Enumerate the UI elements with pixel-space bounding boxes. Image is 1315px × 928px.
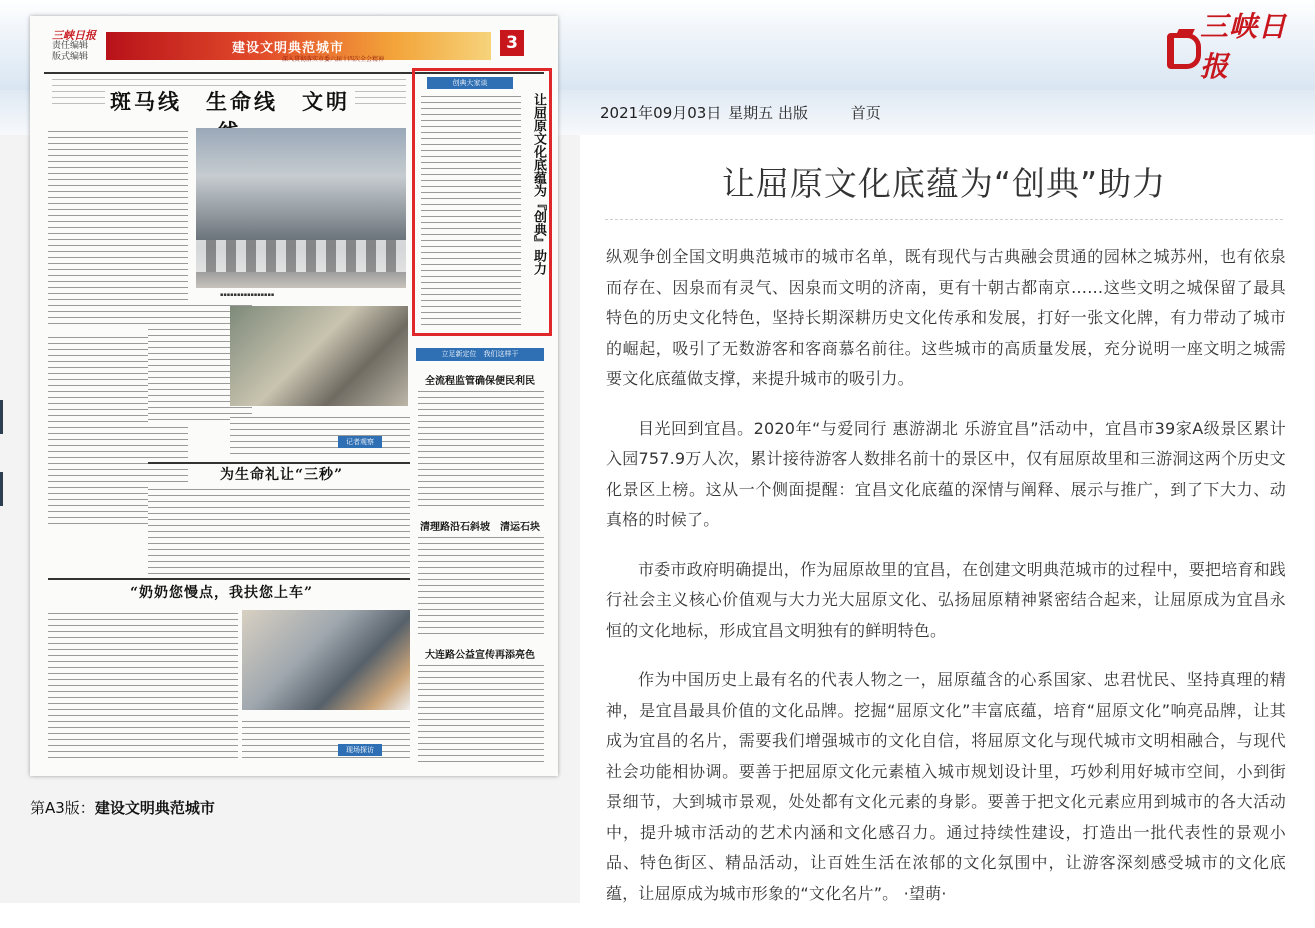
side-scroll-mark <box>0 472 3 506</box>
publish-date: 2021年09月03日 <box>600 104 722 122</box>
logo-mark-icon <box>1165 27 1194 63</box>
edition-name: 建设文明典范城市 <box>94 799 215 817</box>
elderly-photo <box>242 610 410 710</box>
page-number: 3 <box>500 30 524 56</box>
home-link[interactable]: 首页 <box>850 104 881 122</box>
traffic-photo <box>230 306 408 406</box>
section-2-title[interactable]: 为生命礼让“三秒” <box>220 467 344 483</box>
article-text-block <box>418 388 544 506</box>
photo-caption: ▪▪▪▪▪▪▪▪▪▪▪▪▪▪▪▪ <box>220 292 275 298</box>
publish-weekday: 星期五 <box>728 104 774 122</box>
column-tag: 立足新定位 我们这样干 <box>416 348 544 361</box>
article-text-block <box>48 128 188 328</box>
sidebar-tag: 创典大家谈 <box>427 77 513 89</box>
edition-label[interactable]: 第A3版：建设文明典范城市 <box>30 799 215 817</box>
logo-text: 三峡日报 <box>1199 10 1287 83</box>
article-text-block <box>230 414 410 454</box>
article-paragraph: 目光回到宜昌。2020年“与爱同行 惠游湖北 乐游宜昌”活动中，宜昌市39家A级景区累计入园757.9万人次，累计接待游客人数排名前十的景区中，仅有屈原故里和三游洞这两个历史文化景区上榜。这从一个侧面提醒：宜昌文化底蕴的深情与阐释、展示与推广，到了下大力、动真格的时候了。 <box>606 418 1286 529</box>
paper-masthead <box>44 30 544 70</box>
article-paragraph: 市委市政府明确提出，作为屈原故里的宜昌，在创建文明典范城市的过程中，要把培育和践行社会主义核心价值观与大力光大屈原文化、弘扬屈原精神紧密结合起来，让屈原成为宜昌永恒的文化地标，形成宜昌文明独有的鲜明特色。 <box>606 559 1287 640</box>
article-paragraph: 作为中国历史上最有名的代表人物之一，屈原蕴含的心系国家、忠君忧民、坚持真理的精神，是宜昌最具价值的文化品牌。挖掘“屈原文化”丰富底蕴，培育“屈原文化”响亮品牌，让其成为宜昌的名片，需要我们增强城市的文化自信，将屈原文化与现代城市文明相融合，与现代社会功能相协调。要善于把屈原文化元素植入城市规划设计里，巧妙利用好城市空间，小到街景细节，大到城市景观，处处都有文化元素的身影。要善于把文化元素应用到城市的各大活动中，提升城市活动的艺术内涵和文化感召力。通过持续性建设，打造出一批代表性的景观小品、特色街区、精品活动，让百姓生活在浓郁的文化氛围中，让游客深刻感受城市的文化底蕴，让屈原成为城市形象的“文化名片”。 ·望萌· <box>606 670 1286 903</box>
banner-title: 建设文明典范城市 <box>232 41 345 56</box>
headline-1[interactable]: 全流程监管确保便民利民 <box>425 376 535 387</box>
main-headline[interactable]: 斑马线 生命线 文明 <box>105 86 355 146</box>
article-paragraph: 纵观争创全国文明典范城市的城市名单，既有现代与古典融会贯通的园林之城苏州，也有依泉而存在、因泉而有灵气、因泉而文明的济南，更有十朝古都南京……这些文明之城保留了最具特色的历史文化特色，坚持长期深耕历史文化传承和发展，打好一张文化牌，有力带动了城市的崛起，吸引了无数游客和客商慕名前往。这些城市的高质量发展，充分说明一座文明之城需要文化底蕴做支撑，来提升城市的吸引力。 <box>606 247 1286 388</box>
sidebar-text <box>421 93 521 329</box>
title-divider <box>605 219 1283 220</box>
article-body <box>606 242 1286 928</box>
paper-banner <box>106 32 491 63</box>
newspaper-page-image[interactable] <box>30 16 558 776</box>
section-3-title[interactable]: “奶奶您慢点，我扶您上车” <box>130 585 314 601</box>
crosswalk-photo <box>196 128 406 288</box>
tag-reporter: 记者观察 <box>338 436 382 448</box>
article-text-block <box>418 662 544 762</box>
date-nav <box>600 102 881 123</box>
site-logo[interactable] <box>1165 10 1305 83</box>
headline-2[interactable]: 清理路沿石斜坡 清运石块 <box>420 522 540 533</box>
headline-3[interactable]: 大连路公益宣传再添亮色 <box>425 650 535 661</box>
publish-label: 出版 <box>777 104 808 122</box>
sidebar-title: 让屈原文化底蕴为『创典』助力 <box>531 93 546 275</box>
section-rule <box>48 578 410 580</box>
paper-brand: 三峡日报 责任编辑 版式编辑 <box>52 29 96 62</box>
banner-subtitle: 深入贯彻落实市委六届十四次全会精神 <box>282 56 385 63</box>
article-text-block <box>48 610 238 760</box>
article-title: 让屈原文化底蕴为“创典”助力 <box>721 164 1167 203</box>
tag-field: 现场探访 <box>338 744 382 756</box>
article-text-block <box>242 718 410 762</box>
side-scroll-mark <box>0 400 3 434</box>
article-text-block <box>148 486 410 576</box>
highlighted-article-box[interactable] <box>412 68 552 336</box>
article-text-block <box>418 534 544 636</box>
